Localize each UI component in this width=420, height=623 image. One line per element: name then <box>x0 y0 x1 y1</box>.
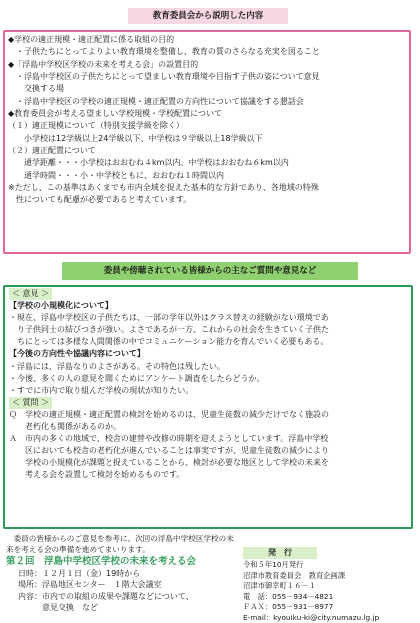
event-detail-line: 日時：１２月１日（金）19時から <box>18 568 194 579</box>
publisher-line: 沼津市教育委員会 教育企画課 <box>243 571 379 582</box>
next-meeting-intro: 委員の皆様からのご意見を参考に、次回の浮島中学校区学校の未来を考える会の準備を進めてまいります。 <box>6 534 236 555</box>
explanation-line: ◆学校の適正規模・適正配置に係る取組の目的 <box>8 34 406 46</box>
topic-heading: 【今後の方向性や協議内容について】 <box>9 348 407 360</box>
event-detail-line: 意見交換 など <box>18 602 194 613</box>
opinion-header: ＜ 意見 ＞ <box>9 288 52 300</box>
explanation-line: （１）適正規模について（特別支援学級を除く） <box>8 120 406 132</box>
publisher-line: 電 話：055－934－4821 <box>243 592 379 603</box>
event-details <box>18 568 194 613</box>
opinion-line: ・すでに市内で取り組んだ学校の現状が知りたい。 <box>9 385 407 397</box>
explanation-line: ・浮島中学校区の子供たちにとって望ましい教育環境や目指す子供の姿について意見 <box>8 71 406 83</box>
explanation-line: ◆「浮島中学校区学校の未来を考える会」の設置目的 <box>8 59 406 71</box>
qa-line: Ｑ 学校の適正規模・適正配置の検討を始めるのは、児童生徒数の減少だけでなく施設の <box>9 409 407 421</box>
explanation-line: 小学校は12学級以上24学級以下、中学校は９学級以上18学級以下 <box>8 133 406 145</box>
event-detail-line: 内容：市内での取組の成果や課題などについて、 <box>18 591 194 602</box>
publisher-email[interactable]: E-mail：kyouiku-ki@city.numazu.lg.jp <box>243 613 379 623</box>
explanation-line: ◆教育委員会が考える望ましい学校規模・学校配置について <box>8 108 406 120</box>
opinion-line: ちにとっては多様な人間関係の中でコミュニケーション能力を育んでいく必要もある。 <box>9 336 407 348</box>
explanation-line: ※ただし、この基準はあくまでも市内全域を捉えた基本的な方針であり、各地域の特殊 <box>8 182 406 194</box>
explanation-line: 通学距離・・・小学校はおおむね４km以内、中学校はおおむね６km以内 <box>8 157 406 169</box>
publisher-line: 沼津市御幸町１６－１ <box>243 581 379 592</box>
section1-heading: 教育委員会から説明した内容 <box>128 8 288 24</box>
feedback-box <box>3 285 413 529</box>
explanation-line: ・子供たちにとってよりよい教育環境を整備し、教育の質のさらなる充実を図ること <box>8 46 406 58</box>
qa-line: 老朽化も関係があるのか。 <box>9 421 407 433</box>
explanation-line: ・浮島中学校区の学校の適正規模・適正配置の方向性について協議をする懇話会 <box>8 96 406 108</box>
event-title: 第２回 浮島中学校区学校の未来を考える会 <box>6 556 196 568</box>
opinion-line: ・浮島には、浮島なりのよさがある。その特色は残したい。 <box>9 361 407 373</box>
explanation-line: 通学時間・・・小・中学校ともに、おおむね１時間以内 <box>8 170 406 182</box>
topic-heading: 【学校の小規模化について】 <box>9 300 407 312</box>
qa-line: 区においても校舎の老朽化が進んでいることは事実ですが、児童生徒数の減少により <box>9 445 407 457</box>
publisher-line: ＦＡＸ：055－931－8977 <box>243 602 379 613</box>
explanation-line: 性についても配慮が必要であると考えています。 <box>8 194 406 206</box>
qa-line: 学校の小規模化が課題と捉えていることから、検討が必要な地区として学校の未来を <box>9 457 407 469</box>
qa-line: Ａ 市内の多くの地域で、校舎の建替や改修の時期を迎えようとしています。浮島中学校 <box>9 433 407 445</box>
event-detail-line: 場所：浮島地区センター １階大会議室 <box>18 579 194 590</box>
opinion-line: ・今後、多くの人の意見を聞くためにアンケート調査をしたらどうか。 <box>9 373 407 385</box>
section2-heading: 委員や傍聴されている皆様からの主なご質問や意見など <box>62 262 358 280</box>
publisher-label: 発 行 <box>243 547 317 559</box>
qa-line: 考える会を設置して検討を始めるものです。 <box>9 469 407 481</box>
opinion-line: り子供同士の結びつきが強い。よさであるが一方、これからの社会を生きていく子供た <box>9 324 407 336</box>
question-header: ＜ 質問 ＞ <box>9 397 52 409</box>
explanation-box <box>3 30 411 254</box>
explanation-line: （２）適正配置について <box>8 145 406 157</box>
publisher-info <box>243 560 379 623</box>
publisher-line: 令和５年10月発行 <box>243 560 379 571</box>
opinion-line: ・現在、浮島中学校区の子供たちは、一部の学年以外はクラス替えの経験がない環境であ <box>9 312 407 324</box>
explanation-line: 交換する場 <box>8 83 406 95</box>
